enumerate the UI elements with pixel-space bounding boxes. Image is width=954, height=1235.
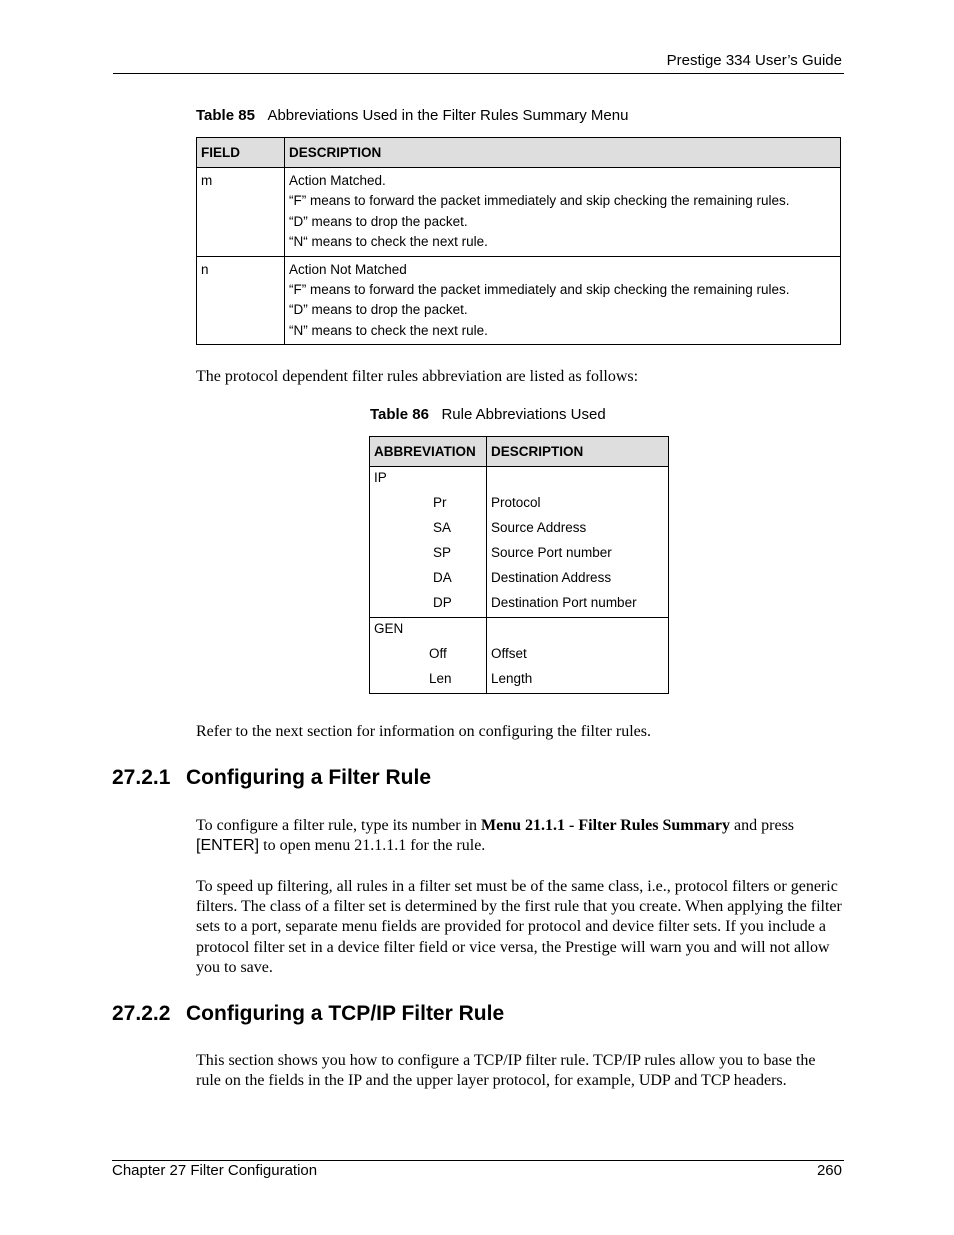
description-line: “D” means to drop the packet. [289,213,468,229]
table86-desc-cell [487,618,669,694]
table86-caption [370,406,606,423]
table86 [369,436,669,694]
description-line: Action Matched. [289,173,386,188]
description: Source Address [491,520,587,535]
abbreviation: Pr [433,495,447,510]
table85-caption [196,107,628,124]
table85-description-cell [285,168,841,257]
group-name: GEN [374,621,404,636]
abbreviation: Off [429,646,447,661]
table-row [370,618,669,694]
section-title: Configuring a Filter Rule [186,766,431,789]
table-row [197,256,841,345]
abbreviation: DA [433,570,452,585]
table85-description-cell [285,256,841,345]
section-heading-27-2-2 [112,1002,504,1026]
table85-field-cell: n [197,256,285,345]
section1-paragraph-1: To configure a filter rule, type its number in Menu 21.1.1 - Filter Rules Summary and press [ENTER] to open menu 21.1.1.1 for the rule. [196,817,795,855]
table85 [196,137,841,345]
group-name: IP [374,470,387,485]
description-line: “N“ means to check the next rule. [289,234,488,250]
table86-abbr-cell [370,467,487,618]
section-title: Configuring a TCP/IP Filter Rule [186,1002,505,1025]
table85-header-description: DESCRIPTION [285,138,841,168]
table-row [370,467,669,618]
description-line: “N” means to check the next rule. [289,322,488,338]
description: Length [491,671,533,686]
description-line: “F” means to forward the packet immediately and skip checking the remaining rules. [289,282,790,298]
table85-field-cell: m [197,168,285,257]
abbreviation: SP [433,545,452,560]
table-row [197,168,841,257]
running-header: Prestige 334 User’s Guide [666,52,842,69]
table86-header-abbreviation: ABBREVIATION [370,437,487,467]
description: Destination Port number [491,595,637,610]
menu-reference: Menu 21.1.1 - Filter Rules Summary [481,817,731,834]
description: Offset [491,646,527,661]
table85-label: Table 85 [196,107,255,124]
table86-abbr-cell [370,618,487,694]
footer-page-number: 260 [816,1162,842,1179]
table86-title: Rule Abbreviations Used [441,406,606,423]
description: Destination Address [491,570,612,585]
section-number: 27.2.1 [112,766,171,789]
header-rule [113,73,844,74]
refer-paragraph: Refer to the next section for information on configuring the filter rules. [196,723,651,740]
description-line: “F” means to forward the packet immediately and skip checking the remaining rules. [289,193,790,209]
table86-header-row [370,437,669,467]
description: Source Port number [491,545,612,560]
table85-header-field: FIELD [197,138,285,168]
abbreviation: DP [433,595,452,610]
enter-key: [ENTER] [196,837,260,855]
table86-label: Table 86 [370,406,429,423]
table86-header-description: DESCRIPTION [487,437,669,467]
description: Protocol [491,495,541,510]
section2-paragraph-1: This section shows you how to configure a TCP/IP filter rule. TCP/IP rules allow you to base the rule on the fields in the IP and the upper layer protocol, for example, UDP and TCP headers. [196,1052,816,1090]
section-number: 27.2.2 [112,1002,171,1025]
abbreviation: Len [429,671,452,686]
footer-rule [112,1160,844,1161]
intro-paragraph: The protocol dependent filter rules abbreviation are listed as follows: [196,368,639,385]
section-heading-27-2-1 [112,766,431,790]
table85-header-row [197,138,841,168]
table86-desc-cell [487,467,669,618]
footer-chapter: Chapter 27 Filter Configuration [112,1162,318,1179]
description-line: “D” means to drop the packet. [289,302,468,318]
description-line: Action Not Matched [289,261,407,277]
table85-title: Abbreviations Used in the Filter Rules Summary Menu [267,107,629,124]
abbreviation: SA [433,520,452,535]
section1-paragraph-2: To speed up filtering, all rules in a filter set must be of the same class, i.e., protocol filters or generic filters. The class of a filter set is determined by the first rule that you create. When applying the filter sets to a port, separate menu fields are provided for protocol and device filter sets. If you include a protocol filter set in a device filter field or vice versa, the Prestige will warn you and will not allow you to save. [196,878,842,976]
